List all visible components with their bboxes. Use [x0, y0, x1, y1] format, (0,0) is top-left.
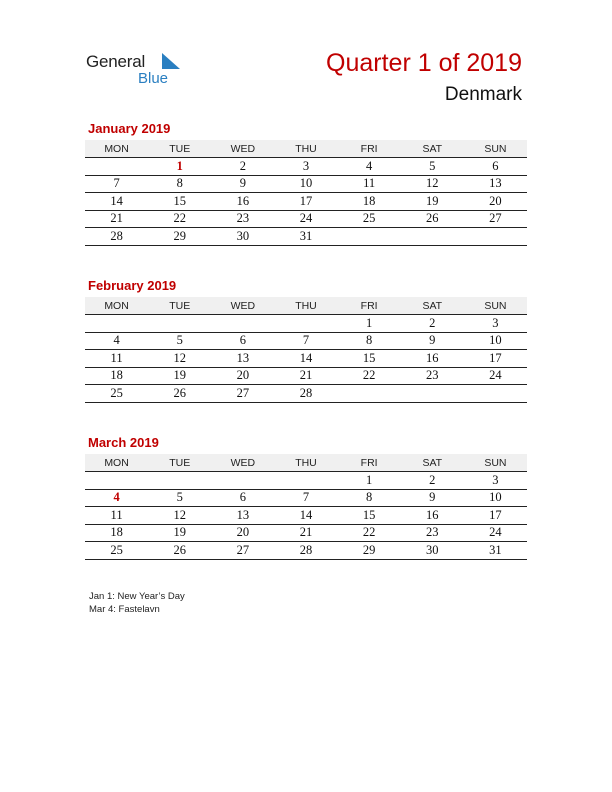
- day-cell: 24: [464, 524, 527, 542]
- month-block-january: [85, 121, 527, 246]
- day-cell: 6: [211, 489, 274, 507]
- day-cell: 22: [338, 524, 401, 542]
- day-cell: 25: [338, 210, 401, 228]
- day-cell: 12: [401, 175, 464, 193]
- month-block-february: [85, 278, 527, 403]
- day-cell: 10: [274, 175, 337, 193]
- weekday-header-row: [85, 297, 527, 315]
- empty-day-cell: [274, 315, 337, 333]
- week-row: [85, 472, 527, 490]
- week-row: [85, 332, 527, 350]
- day-cell: 26: [148, 542, 211, 560]
- empty-day-cell: [85, 472, 148, 490]
- logo-general-text: General: [86, 52, 146, 71]
- day-cell: 7: [274, 332, 337, 350]
- week-row: [85, 385, 527, 403]
- day-cell: 27: [464, 210, 527, 228]
- weekday-header: THU: [274, 297, 337, 315]
- day-cell: 5: [148, 332, 211, 350]
- day-cell: 29: [148, 228, 211, 246]
- day-cell: 21: [274, 367, 337, 385]
- month-title: January 2019: [88, 121, 171, 136]
- day-cell: 12: [148, 507, 211, 525]
- day-cell: 21: [274, 524, 337, 542]
- day-cell: 13: [464, 175, 527, 193]
- day-cell: 18: [85, 367, 148, 385]
- day-cell: 26: [148, 385, 211, 403]
- day-cell: 26: [401, 210, 464, 228]
- day-cell: 15: [148, 193, 211, 211]
- day-cell: 5: [148, 489, 211, 507]
- month-calendar-table: [85, 454, 527, 560]
- day-cell: 23: [401, 524, 464, 542]
- weekday-header: TUE: [148, 297, 211, 315]
- day-cell: 23: [211, 210, 274, 228]
- holiday-note: Jan 1: New Year’s Day: [89, 591, 185, 602]
- day-cell: 27: [211, 542, 274, 560]
- day-cell: 19: [148, 524, 211, 542]
- week-row: [85, 524, 527, 542]
- weekday-header: FRI: [338, 297, 401, 315]
- week-row: [85, 158, 527, 176]
- day-cell: 15: [338, 350, 401, 368]
- month-calendar-table: [85, 140, 527, 246]
- weekday-header-row: [85, 140, 527, 158]
- day-cell: 17: [464, 507, 527, 525]
- day-cell: 15: [338, 507, 401, 525]
- day-cell: 31: [464, 542, 527, 560]
- day-cell: 7: [274, 489, 337, 507]
- empty-day-cell: [274, 472, 337, 490]
- weekday-header: WED: [211, 140, 274, 158]
- day-cell: 8: [338, 489, 401, 507]
- day-cell: 17: [464, 350, 527, 368]
- weekday-header: MON: [85, 454, 148, 472]
- weekday-header: FRI: [338, 140, 401, 158]
- day-cell: 29: [338, 542, 401, 560]
- month-calendar-table: [85, 297, 527, 403]
- empty-day-cell: [338, 385, 401, 403]
- week-row: [85, 542, 527, 560]
- week-row: [85, 193, 527, 211]
- day-cell: 2: [211, 158, 274, 176]
- day-cell: 1: [148, 158, 211, 176]
- day-cell: 4: [338, 158, 401, 176]
- empty-day-cell: [211, 472, 274, 490]
- day-cell: 19: [401, 193, 464, 211]
- day-cell: 2: [401, 472, 464, 490]
- day-cell: 14: [274, 507, 337, 525]
- weekday-header: TUE: [148, 454, 211, 472]
- day-cell: 4: [85, 332, 148, 350]
- day-cell: 10: [464, 489, 527, 507]
- day-cell: 22: [148, 210, 211, 228]
- day-cell: 28: [85, 228, 148, 246]
- empty-day-cell: [464, 228, 527, 246]
- weekday-header: FRI: [338, 454, 401, 472]
- day-cell: 1: [338, 315, 401, 333]
- day-cell: 25: [85, 542, 148, 560]
- week-row: [85, 489, 527, 507]
- day-cell: 24: [274, 210, 337, 228]
- empty-day-cell: [338, 228, 401, 246]
- day-cell: 3: [464, 472, 527, 490]
- day-cell: 28: [274, 385, 337, 403]
- day-cell: 16: [401, 507, 464, 525]
- day-cell: 21: [85, 210, 148, 228]
- week-row: [85, 367, 527, 385]
- weekday-header: SUN: [464, 454, 527, 472]
- day-cell: 6: [211, 332, 274, 350]
- week-row: [85, 507, 527, 525]
- day-cell: 22: [338, 367, 401, 385]
- month-block-march: [85, 435, 527, 560]
- weekday-header: MON: [85, 140, 148, 158]
- day-cell: 13: [211, 350, 274, 368]
- day-cell: 17: [274, 193, 337, 211]
- day-cell: 20: [464, 193, 527, 211]
- weekday-header-row: [85, 454, 527, 472]
- holiday-notes: [89, 590, 185, 616]
- day-cell: 18: [85, 524, 148, 542]
- day-cell: 11: [85, 507, 148, 525]
- day-cell: 18: [338, 193, 401, 211]
- weekday-header: MON: [85, 297, 148, 315]
- day-cell: 9: [401, 332, 464, 350]
- weekday-header: TUE: [148, 140, 211, 158]
- day-cell: 5: [401, 158, 464, 176]
- day-cell: 20: [211, 524, 274, 542]
- weekday-header: SUN: [464, 140, 527, 158]
- empty-day-cell: [401, 385, 464, 403]
- day-cell: 6: [464, 158, 527, 176]
- logo: [86, 48, 206, 88]
- day-cell: 20: [211, 367, 274, 385]
- day-cell: 28: [274, 542, 337, 560]
- page-title: Quarter 1 of 2019: [326, 49, 522, 77]
- weekday-header: SAT: [401, 454, 464, 472]
- month-title: March 2019: [88, 435, 159, 450]
- day-cell: 27: [211, 385, 274, 403]
- weekday-header: THU: [274, 140, 337, 158]
- week-row: [85, 228, 527, 246]
- empty-day-cell: [148, 472, 211, 490]
- day-cell: 4: [85, 489, 148, 507]
- day-cell: 7: [85, 175, 148, 193]
- day-cell: 14: [85, 193, 148, 211]
- day-cell: 25: [85, 385, 148, 403]
- day-cell: 30: [401, 542, 464, 560]
- weekday-header: THU: [274, 454, 337, 472]
- day-cell: 31: [274, 228, 337, 246]
- day-cell: 9: [211, 175, 274, 193]
- week-row: [85, 210, 527, 228]
- empty-day-cell: [211, 315, 274, 333]
- week-row: [85, 350, 527, 368]
- day-cell: 8: [338, 332, 401, 350]
- day-cell: 13: [211, 507, 274, 525]
- day-cell: 1: [338, 472, 401, 490]
- day-cell: 10: [464, 332, 527, 350]
- country-name: Denmark: [444, 84, 522, 105]
- day-cell: 3: [464, 315, 527, 333]
- week-row: [85, 315, 527, 333]
- weekday-header: WED: [211, 454, 274, 472]
- empty-day-cell: [85, 158, 148, 176]
- empty-day-cell: [464, 385, 527, 403]
- day-cell: 11: [338, 175, 401, 193]
- weekday-header: SUN: [464, 297, 527, 315]
- day-cell: 16: [211, 193, 274, 211]
- weekday-header: WED: [211, 297, 274, 315]
- day-cell: 19: [148, 367, 211, 385]
- day-cell: 12: [148, 350, 211, 368]
- day-cell: 3: [274, 158, 337, 176]
- logo-blue-text: Blue: [138, 70, 169, 87]
- weekday-header: SAT: [401, 140, 464, 158]
- empty-day-cell: [148, 315, 211, 333]
- logo-flag-icon: [160, 53, 180, 69]
- day-cell: 23: [401, 367, 464, 385]
- day-cell: 2: [401, 315, 464, 333]
- day-cell: 16: [401, 350, 464, 368]
- day-cell: 14: [274, 350, 337, 368]
- month-title: February 2019: [88, 278, 177, 293]
- day-cell: 11: [85, 350, 148, 368]
- day-cell: 9: [401, 489, 464, 507]
- day-cell: 8: [148, 175, 211, 193]
- week-row: [85, 175, 527, 193]
- day-cell: 24: [464, 367, 527, 385]
- empty-day-cell: [85, 315, 148, 333]
- day-cell: 30: [211, 228, 274, 246]
- holiday-note: Mar 4: Fastelavn: [89, 604, 160, 615]
- weekday-header: SAT: [401, 297, 464, 315]
- empty-day-cell: [401, 228, 464, 246]
